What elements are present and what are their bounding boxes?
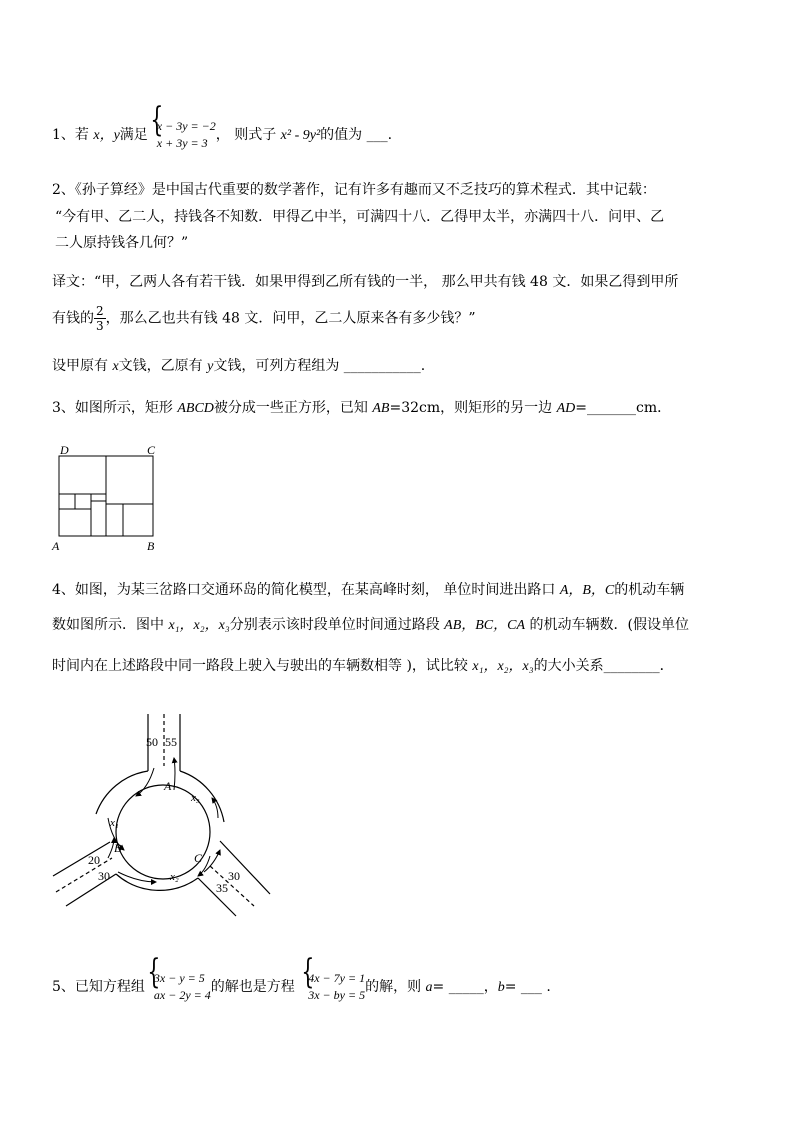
q2-line5b: ，那么乙也共有钱 48 文．问甲，乙二人原来各有多少钱？”: [105, 310, 476, 327]
question-1: [52, 118, 392, 152]
q5-var-b: b: [497, 980, 505, 995]
q5-s1e2: ax − 2y = 4: [153, 988, 211, 1002]
q4-label-A: A: [164, 779, 172, 793]
q3-d: =_______cm．: [575, 400, 672, 416]
question-5: [52, 970, 551, 1004]
q4-line1b: 的机动车辆: [614, 582, 685, 598]
q4-in-top: 50: [146, 735, 158, 749]
q4-out-left: 30: [98, 869, 110, 883]
q5-e: = ___ .: [504, 979, 551, 995]
q2-line5: [52, 304, 476, 333]
q2-line6b: 文钱，乙原有: [118, 358, 208, 374]
q3-ab: AB: [372, 401, 390, 416]
q4-label-x3: x₃: [191, 792, 200, 804]
q2-line6a: 设甲原有: [52, 358, 113, 374]
q3-label-A: A: [52, 539, 60, 553]
q4-line3b: 的大小关系________．: [533, 658, 674, 674]
q5-a: 5、已知方程组: [52, 979, 145, 995]
question-3: [52, 398, 671, 419]
q4-in-right: 30: [228, 869, 240, 883]
q3-label-C: C: [147, 443, 156, 457]
q1-tail: 的值为 ___.: [320, 127, 393, 143]
q1-vars: x，y: [93, 128, 120, 143]
q1-eq1: { x − 3y = −2: [156, 119, 216, 133]
q2-line5a: 有钱的: [52, 310, 94, 327]
q2-line6c: 文钱，可列方程组为 ___________.: [213, 358, 426, 374]
q4-xs2: x₁，x₂，x₃: [472, 659, 534, 674]
q3-label-B: B: [147, 539, 155, 553]
q5-s2e2: 3x − by = 5: [308, 988, 366, 1002]
q5-s1e1: { 3x − y = 5: [153, 971, 205, 985]
q1-expression: x² - 9y²: [280, 128, 321, 143]
q4-xs: x₁，x₂，x₃: [168, 618, 230, 633]
q3-ad: AD: [556, 401, 576, 416]
q2-var-x: x: [112, 359, 119, 374]
q2-frac-num: 2: [96, 304, 104, 318]
q2-fraction: [94, 304, 106, 333]
q1-eq2: x + 3y = 3: [156, 136, 208, 150]
q4-line2b: 分别表示该时段单位时间通过路段: [229, 617, 445, 633]
q3-rect: ABCD: [177, 401, 214, 416]
q5-system-2: [299, 970, 365, 1004]
q4-roundabout-diagram: [48, 706, 283, 921]
q3-c: =32cm，则矩形的另一边: [389, 400, 557, 416]
q4-line1a: 4、如图，为某三岔路口交通环岛的简化模型，在某高峰时刻， 单位时间进出路口: [52, 582, 560, 598]
q5-d: = _____，: [432, 979, 498, 995]
q4-label-C: C: [194, 851, 203, 865]
q1-prefix: 1、若: [52, 127, 94, 143]
q5-c: 的解，则: [365, 979, 426, 995]
q4-line3: [52, 656, 674, 677]
q3-rectangle-figure: [48, 438, 168, 558]
q5-var-a: a: [425, 980, 433, 995]
q4-segs: AB，BC，CA: [444, 618, 526, 633]
q1-mid: 满足: [119, 127, 148, 143]
q4-line2c: 的机动车辆数．(假设单位: [525, 617, 689, 633]
q1-after: ， 则式子: [215, 127, 281, 143]
q4-out-top: 55: [165, 735, 177, 749]
q4-line3a: 时间内在上述路段中同一路段上驶入与驶出的车辆数相等 )，试比较: [52, 658, 473, 674]
q4-line1: [52, 580, 684, 601]
q3-b: 被分成一些正方形，已知: [213, 400, 373, 416]
q4-line2a: 数如图所示．图中: [52, 617, 169, 633]
q2-line1: 2、《孙子算经》是中国古代重要的数学著作，记有许多有趣而又不乏技巧的算术程式．其中记载：: [52, 182, 656, 198]
q1-equation-system: [148, 118, 216, 152]
q2-line2: “今有甲、乙二人，持钱各不知数．甲得乙中半，可满四十八．乙得甲太半，亦满四十八．问甲、乙: [55, 209, 665, 225]
q2-var-y: y: [207, 359, 214, 374]
q5-system-1: [145, 970, 211, 1004]
q4-label-B: B: [114, 841, 122, 855]
q2-line4: 译文：“甲，乙两人各有若干钱．如果甲得到乙所有钱的一半， 那么甲共有钱 48 文．如果乙得到甲所: [52, 274, 679, 290]
q3-label-D: D: [60, 443, 69, 457]
q3-a: 3、如图所示，矩形: [52, 400, 178, 416]
q5-b: 的解也是方程: [210, 979, 300, 995]
q4-label-x1: x₁: [110, 817, 119, 829]
q4-in-left: 20: [88, 853, 100, 867]
q2-frac-den: 3: [96, 319, 104, 333]
q4-out-right: 35: [216, 881, 228, 895]
q2-line6: [52, 356, 425, 377]
q5-s2e1: { 4x − 7y = 1: [308, 971, 366, 985]
q2-line3: 二人原持钱各几何？”: [55, 235, 189, 251]
q4-line2: [52, 615, 689, 636]
q4-label-x2: x₂: [170, 871, 179, 883]
q4-points: A，B，C: [559, 583, 615, 598]
